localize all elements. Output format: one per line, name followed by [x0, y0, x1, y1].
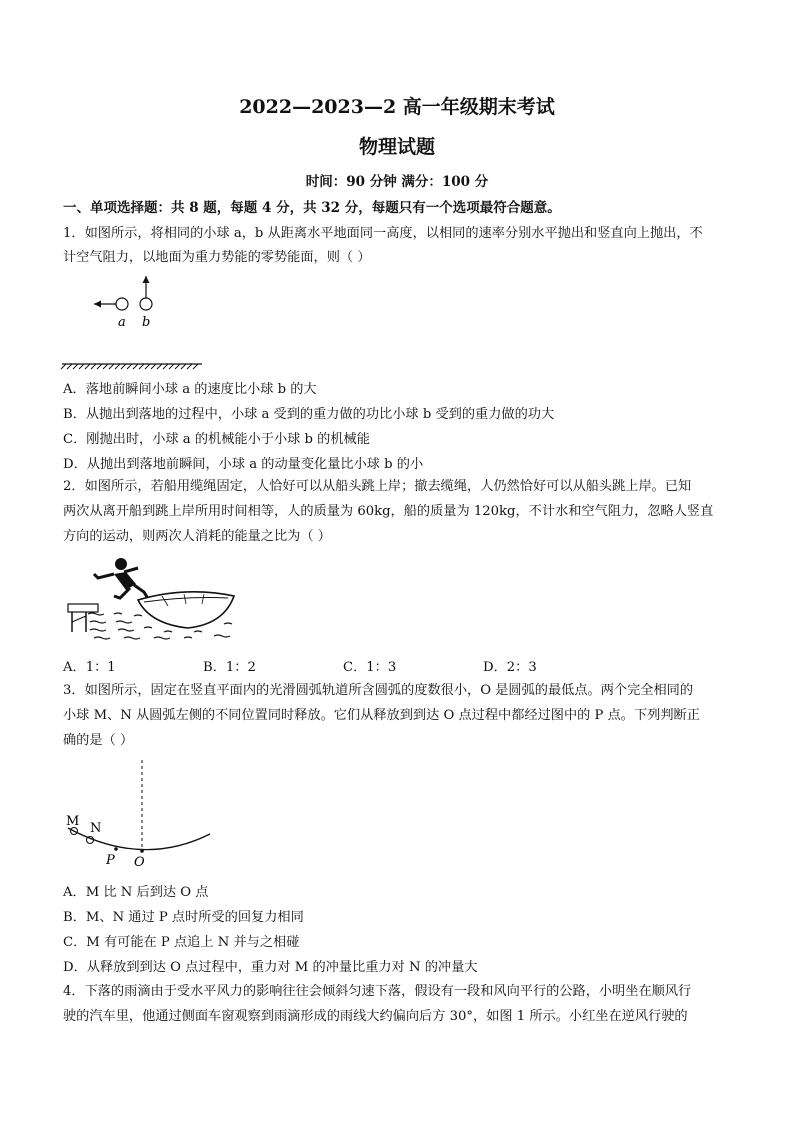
ground-hatch	[61, 364, 66, 369]
ground-hatch	[73, 364, 78, 369]
label-N: N	[90, 821, 102, 836]
q2-option-a[interactable]: A．1：1	[63, 660, 116, 675]
q2-option-c[interactable]: C．1：3	[343, 660, 397, 675]
ground-hatch	[169, 364, 174, 369]
ground-hatch	[163, 364, 168, 369]
q2-figure	[64, 552, 244, 642]
q4-stem-line1: 4．下落的雨滴由于受水平风力的影响往往会倾斜匀速下落，假设有一段和风向平行的公路，小明坐在顺风行	[63, 984, 692, 999]
subject-title: 物理试题	[358, 136, 435, 158]
label-a: a	[118, 315, 126, 330]
q3-stem-line1: 3．如图所示，固定在竖直平面内的光滑圆弧轨道所含圆弧的度数很小，O 是圆弧的最低点。两个完全相同的	[63, 683, 694, 698]
q3-figure	[62, 758, 232, 868]
q3-stem-line2: 小球 M、N 从圆弧左侧的不同位置同时释放。它们从释放到到达 O 点过程中都经过图中的 P 点。下列判断正	[63, 708, 700, 723]
q1-option-b[interactable]: B．从抛出到落地的过程中，小球 a 受到的重力做的功比小球 b 受到的重力做的功大	[63, 407, 555, 422]
point-O	[140, 849, 144, 853]
section-heading: 一、单项选择题：共 8 题，每题 4 分，共 32 分，每题只有一个选项最符合题意。	[63, 200, 561, 216]
ground-hatch	[181, 364, 186, 369]
ground-hatch	[127, 364, 132, 369]
exam-info: 时间：90 分钟 满分：100 分	[305, 174, 489, 190]
q1-option-c[interactable]: C．刚抛出时，小球 a 的机械能小于小球 b 的机械能	[63, 432, 370, 447]
ground-hatch	[193, 364, 198, 369]
q3-option-d[interactable]: D．从释放到到达 O 点过程中，重力对 M 的冲量比重力对 N 的冲量大	[63, 960, 478, 975]
exam-title: 2022—2023—2 高一年级期末考试	[239, 96, 555, 118]
ground-hatch	[175, 364, 180, 369]
label-M: M	[66, 814, 80, 829]
ground-hatch	[109, 364, 114, 369]
ground-hatch	[157, 364, 162, 369]
person-head	[115, 558, 127, 570]
q3-option-a[interactable]: A．M 比 N 后到达 O 点	[63, 885, 209, 900]
q2-stem-line2: 两次从离开船到跳上岸所用时间相等，人的质量为 60kg，船的质量为 120kg，不计水和空气阻力，忽略人竖直	[63, 504, 714, 519]
point-P	[114, 847, 118, 851]
ground-hatch	[91, 364, 96, 369]
ground-hatch	[145, 364, 150, 369]
ball-b	[140, 298, 152, 310]
q2-option-b[interactable]: B．1：2	[203, 660, 256, 675]
q1-option-a[interactable]: A．落地前瞬间小球 a 的速度比小球 b 的大	[63, 382, 317, 397]
ground-hatch	[121, 364, 126, 369]
q2-option-d[interactable]: D．2：3	[483, 660, 537, 675]
label-P: P	[106, 853, 115, 868]
q3-stem-line3: 确的是（ ）	[63, 733, 134, 748]
ground-hatch	[79, 364, 84, 369]
ball-N	[87, 837, 94, 844]
ground-hatch	[103, 364, 108, 369]
ground-hatch	[97, 364, 102, 369]
q1-option-d[interactable]: D．从抛出到落地前瞬间，小球 a 的动量变化量比小球 b 的小	[63, 457, 424, 472]
q1-figure	[60, 268, 260, 368]
dock	[68, 604, 98, 612]
label-b: b	[142, 315, 151, 330]
q2-stem-line1: 2．如图所示，若船用缆绳固定，人恰好可以从船头跳上岸；撤去缆绳，人仍然恰好可以从船头跳上岸。已知	[63, 479, 692, 494]
q3-option-c[interactable]: C．M 有可能在 P 点追上 N 并与之相碰	[63, 935, 300, 950]
q1-stem-line2: 计空气阻力，以地面为重力势能的零势能面，则（ ）	[63, 250, 371, 265]
label-O: O	[134, 855, 145, 870]
ground-hatch	[133, 364, 138, 369]
ground-hatch	[139, 364, 144, 369]
ground-hatch	[85, 364, 90, 369]
ground-hatch	[151, 364, 156, 369]
ground-hatch	[67, 364, 72, 369]
q2-stem-line3: 方向的运动，则两次人消耗的能量之比为（ ）	[63, 529, 331, 544]
q4-stem-line2: 驶的汽车里，他通过侧面车窗观察到雨滴形成的雨线大约偏向后方 30°，如图 1 所示。小红坐在逆风行驶的	[63, 1009, 688, 1024]
q1-stem-line1: 1．如图所示，将相同的小球 a，b 从距离水平地面同一高度，以相同的速率分别水平抛出和竖直向上抛出，不	[63, 226, 703, 241]
ground-hatch	[187, 364, 192, 369]
ball-a	[116, 298, 128, 310]
person-body	[114, 572, 136, 590]
q3-option-b[interactable]: B．M、N 通过 P 点时所受的回复力相同	[63, 910, 304, 925]
ground-hatch	[115, 364, 120, 369]
